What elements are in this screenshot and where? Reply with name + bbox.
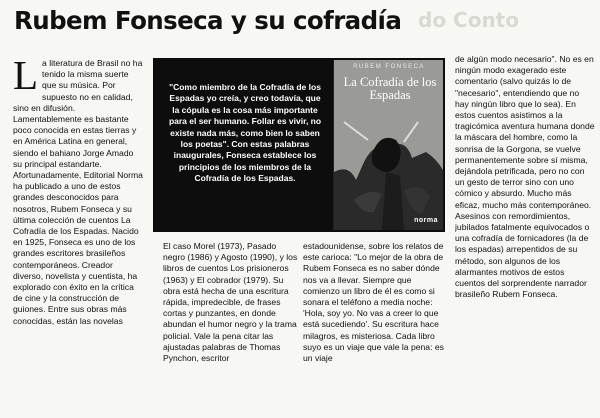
article-column-1 — [13, 58, 143, 414]
cover-author: RUBEM FONSECA — [353, 64, 425, 70]
cover-illustration — [334, 102, 443, 230]
article-column-4 — [455, 54, 595, 414]
drop-cap: L — [13, 58, 39, 98]
pull-quote: "Como miembro de la Cofradía de los Espadas yo creía, y creo todavía, que la cópula es la cosa más importante para el ser humano. Follar es vivir, no existe nada más, como bien lo saben los poetas". Con estas palabras inaugurales, Fonseca establece los principios de los miembros de la Cofradía de los Espadas. — [168, 82, 322, 184]
publisher-logo: norma — [414, 217, 438, 224]
column-2-text: El caso Morel (1973), Pasado negro (1986) y Agosto (1990), y los libros de cuentos Los prisioneros (1963) y El cobrador (1979). Su obra está hecha de una escritura rápida, impredecible, de frases cortas y punzantes, en donde abundan el humor negro y la trama policial. Vale la pena citar las ajustadas palabras de Thomas Pynchon, escritor — [163, 241, 298, 364]
cover-title: La Cofradía de los Espadas — [343, 75, 437, 102]
book-cover — [333, 60, 443, 230]
column-3-text: estadounidense, sobre los relatos de este carioca: "Lo mejor de la obra de Rubem Fonseca es no saber dónde nos va a llevar. Siempre que comienzo un libro de él es como si sonara el teléfono a media noche: 'Hola, soy yo. No vas a creer lo que está sucediendo'. Su escritura hace milagros, es misteriosa. Cada libro suyo es un viaje que vale la pena: es un viaje — [303, 241, 444, 364]
column-1-text: a literatura de Brasil no ha tenido la misma suerte que su música. Por supuesto no en calidad, sino en difusión. Lamentablemente es bastante poco conocida en estas tierras y en América Latina en general, siendo el bahiano Jorge Amado su principal estandarte. Afortunadamente, Editorial Norma ha publicado a uno de estos grandes desconocidos para nosotros, Rubem Fonseca y su última colección de cuentos La Cofradía de los Espadas. Nacido en 1925, Fonseca es uno de los grandes escritores brasileños contemporáneos. Creador diverso, novelista y cuentista, ha explorado con éxito en la crítica de cine y la construcción de guiones. Entre sus obras más conocidas, están las novelas — [13, 58, 143, 326]
article-column-2 — [163, 241, 299, 416]
article-column-3 — [303, 241, 445, 416]
adjacent-article-fragment: do Conto — [418, 8, 519, 32]
column-4-text: de algún modo necesario". No es en ningún modo exagerado este comentario (salvo quizás lo de "necesario", entendiendo que no hay ningún libro que lo sea). En estos cuentos asistimos a la tragicómica aventura humana donde la máscara del hombre, como la sonrisa de la Gorgona, se vuelve permanentemente sobre sí misma, dejándola petrificada, pero no con un gesto de terror sino con uno cómico y absurdo. Mucho más eficaz, mucho más contemporáneo. Asesinos con remordimientos, jubilados fatalmente equivocados o una cofradía de fornicadores (la de los espadas) arrepentidos de su método, son algunos de los alarmantes motivos de estos cuentos del sorprendente narrador brasileño Rubem Fonseca. — [455, 54, 595, 300]
feature-box — [153, 58, 445, 232]
article-headline: Rubem Fonseca y su cofradía — [14, 6, 402, 35]
